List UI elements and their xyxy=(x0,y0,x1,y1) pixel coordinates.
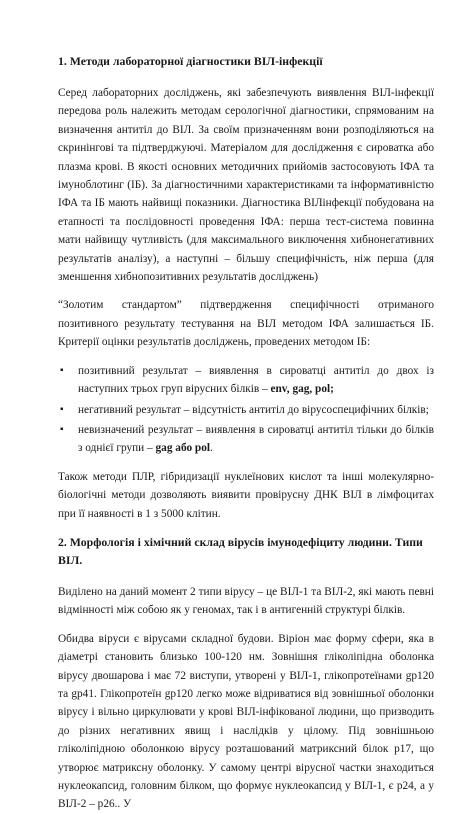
list-item-bold: env, gag, pol; xyxy=(270,383,334,396)
criteria-list xyxy=(58,362,434,458)
list-item-bold: gag або pol xyxy=(155,442,210,455)
list-item-text: негативний результат – відсутність антитіл до вірусоспецифічних білків; xyxy=(78,403,429,416)
section-2-paragraph-1: Виділено на даний момент 2 типи вірусу – це ВІЛ-1 та ВІЛ-2, які мають певні відмінності між собою як у геномах, так і в антигенній структурі білків. xyxy=(58,585,434,617)
list-item-text: невизначений результат – виявлення в сироватці антитіл тільки до білків з однієї групи – xyxy=(78,423,434,455)
bullet-icon: ▪ xyxy=(60,364,64,376)
section-1-paragraph-1: Серед лабораторних досліджень, які забезпечують виявлення ВІЛ-інфекції передова роль належить методам серологічної діагностики, спрямованим на визначення антитіл до ВІЛ. За своїм призначенням вони розподіляються на скринінгові та підтверджуючі. Матеріалом для дослідження є сироватка або плазма крові. В якості основних методичних прийомів застосовують ІФА та імуноблотинг (ІБ). За діагностичними характеристиками та інформативністю ІФА та ІБ мають найвищі показники. Діагностика ВІЛінфекції побудована на етапності та послідовності проведення ІФА: перша тест-система повинна мати найвищу чутливість (для максимального виключення хибнонегативних результатів аналізу), а наступні – більшу специфічність, ніж перша (для зменшення хибнопозитивних результатів досліджень) xyxy=(58,87,434,284)
section-1-paragraph-2: “Золотим стандартом” підтвердження специфічності отриманого позитивного результату тестування на ВІЛ методом ІФА залишається ІБ. Критерії оцінки результатів досліджень, проведених методом ІБ: xyxy=(58,299,434,349)
section-1-paragraph-3: Також методи ПЛР, гібридизації нуклеїнових кислот та інші молекулярно-біологічні методи дозволяють виявити провірусну ДНК ВІЛ в лімфоцитах при її наявності в 1 з 5000 клітин. xyxy=(58,470,434,520)
section-1-heading: 1. Методи лабораторної діагностики ВІЛ-інфекції xyxy=(58,54,323,68)
list-item xyxy=(58,401,434,419)
bullet-icon: ▪ xyxy=(60,423,64,435)
bullet-icon: ▪ xyxy=(60,403,64,415)
section-2-heading: 2. Морфологія і хімічний склад вірусів імунодефіциту людини. Типи ВІЛ. xyxy=(58,534,423,567)
list-item xyxy=(58,362,434,399)
section-2-paragraph-2: Обидва віруси є вірусами складної будови. Віріон має форму сфери, яка в діаметрі становить близько 100-120 нм. Зовнішня гліколіпідна оболонка вірусу двошарова і має 72 виступи, утворені у ВІЛ-1, глікопротеїнами gp120 та gp41. Глікопротеїн gp120 легко може відриватися від зовнішньої оболонки вірусу і вільно циркулювати у крові ВІЛ-інфікованої людини, що призводить до різних негативних явищ і наслідків у цілому. Під зовнішньою гліколіпідною оболонкою вірусу розташований матриксний білок p17, що утворює матриксну оболонку. У самому центрі вірусної частки знаходиться нуклеокапсид, головним білком, що формує нуклеокапсид у ВІЛ-1, є p24, а у ВІЛ-2 – p26.. У xyxy=(58,632,434,811)
list-item xyxy=(58,421,434,458)
list-item-end: . xyxy=(210,442,213,455)
list-item-text: позитивний результат – виявлення в сироватці антитіл до двох із наступних трьох груп вірусних білків – xyxy=(78,364,434,396)
